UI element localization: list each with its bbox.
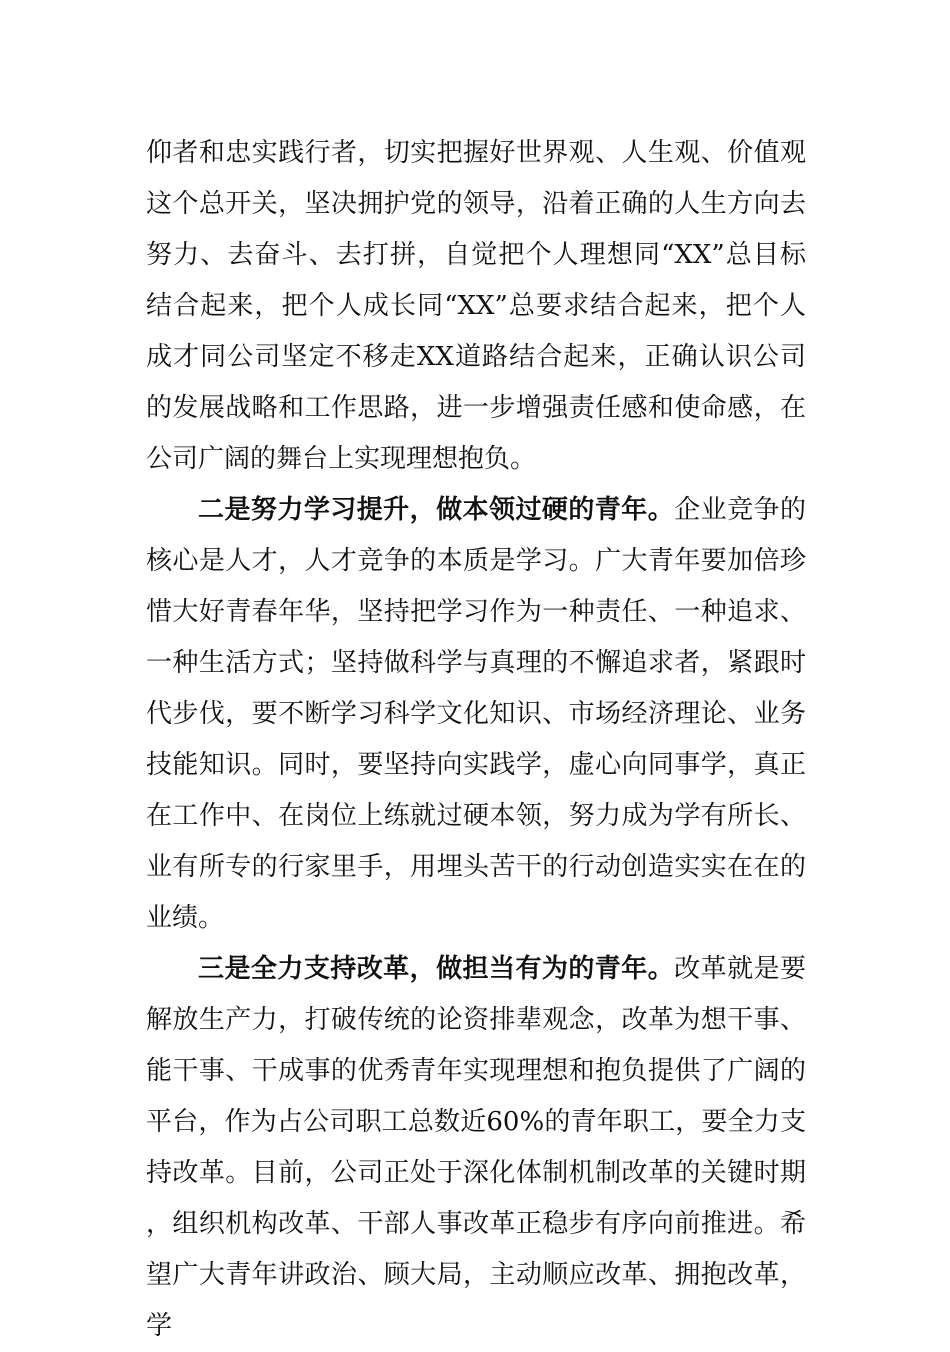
paragraph-2 xyxy=(146,485,806,944)
document-body xyxy=(146,128,806,1352)
paragraph-2-text: 企业竞争的核心是人才，人才竞争的本质是学习。广大青年要加倍珍惜大好青春年华，坚持把学习作为一种责任、一种追求、一种生活方式；坚持做科学与真理的不懈追求者，紧跟时代步伐，要不断学习科学文化知识、市场经济理论、业务技能知识。同时，要坚持向实践学，虚心向同事学，真正在工作中、在岗位上练就过硬本领，努力成为学有所长、业有所专的行家里手，用埋头苦干的行动创造实实在在的业绩。 xyxy=(146,495,806,933)
paragraph-3 xyxy=(146,944,806,1352)
paragraph-1-text: 仰者和忠实践行者，切实把握好世界观、人生观、价值观这个总开关，坚决拥护党的领导，沿着正确的人生方向去努力、去奋斗、去打拼，自觉把个人理想同“XX”总目标结合起来，把个人成长同“XX”总要求结合起来，把个人成才同公司坚定不移走XX道路结合起来，正确认识公司的发展战略和工作思路，进一步增强责任感和使命感，在公司广阔的舞台上实现理想抱负。 xyxy=(146,138,806,474)
paragraph-3-lead: 三是全力支持改革，做担当有为的青年。 xyxy=(198,954,675,984)
paragraph-2-lead: 二是努力学习提升，做本领过硬的青年。 xyxy=(198,495,675,525)
paragraph-1 xyxy=(146,128,806,485)
paragraph-3-text: 改革就是要解放生产力，打破传统的论资排辈观念，改革为想干事、能干事、干成事的优秀青年实现理想和抱负提供了广阔的平台，作为占公司职工总数近60%的青年职工，要全力支持改革。目前，公司正处于深化体制机制改革的关键时期，组织机构改革、干部人事改革正稳步有序向前推进。希望广大青年讲政治、顾大局，主动顺应改革、拥抱改革，学 xyxy=(146,954,806,1341)
